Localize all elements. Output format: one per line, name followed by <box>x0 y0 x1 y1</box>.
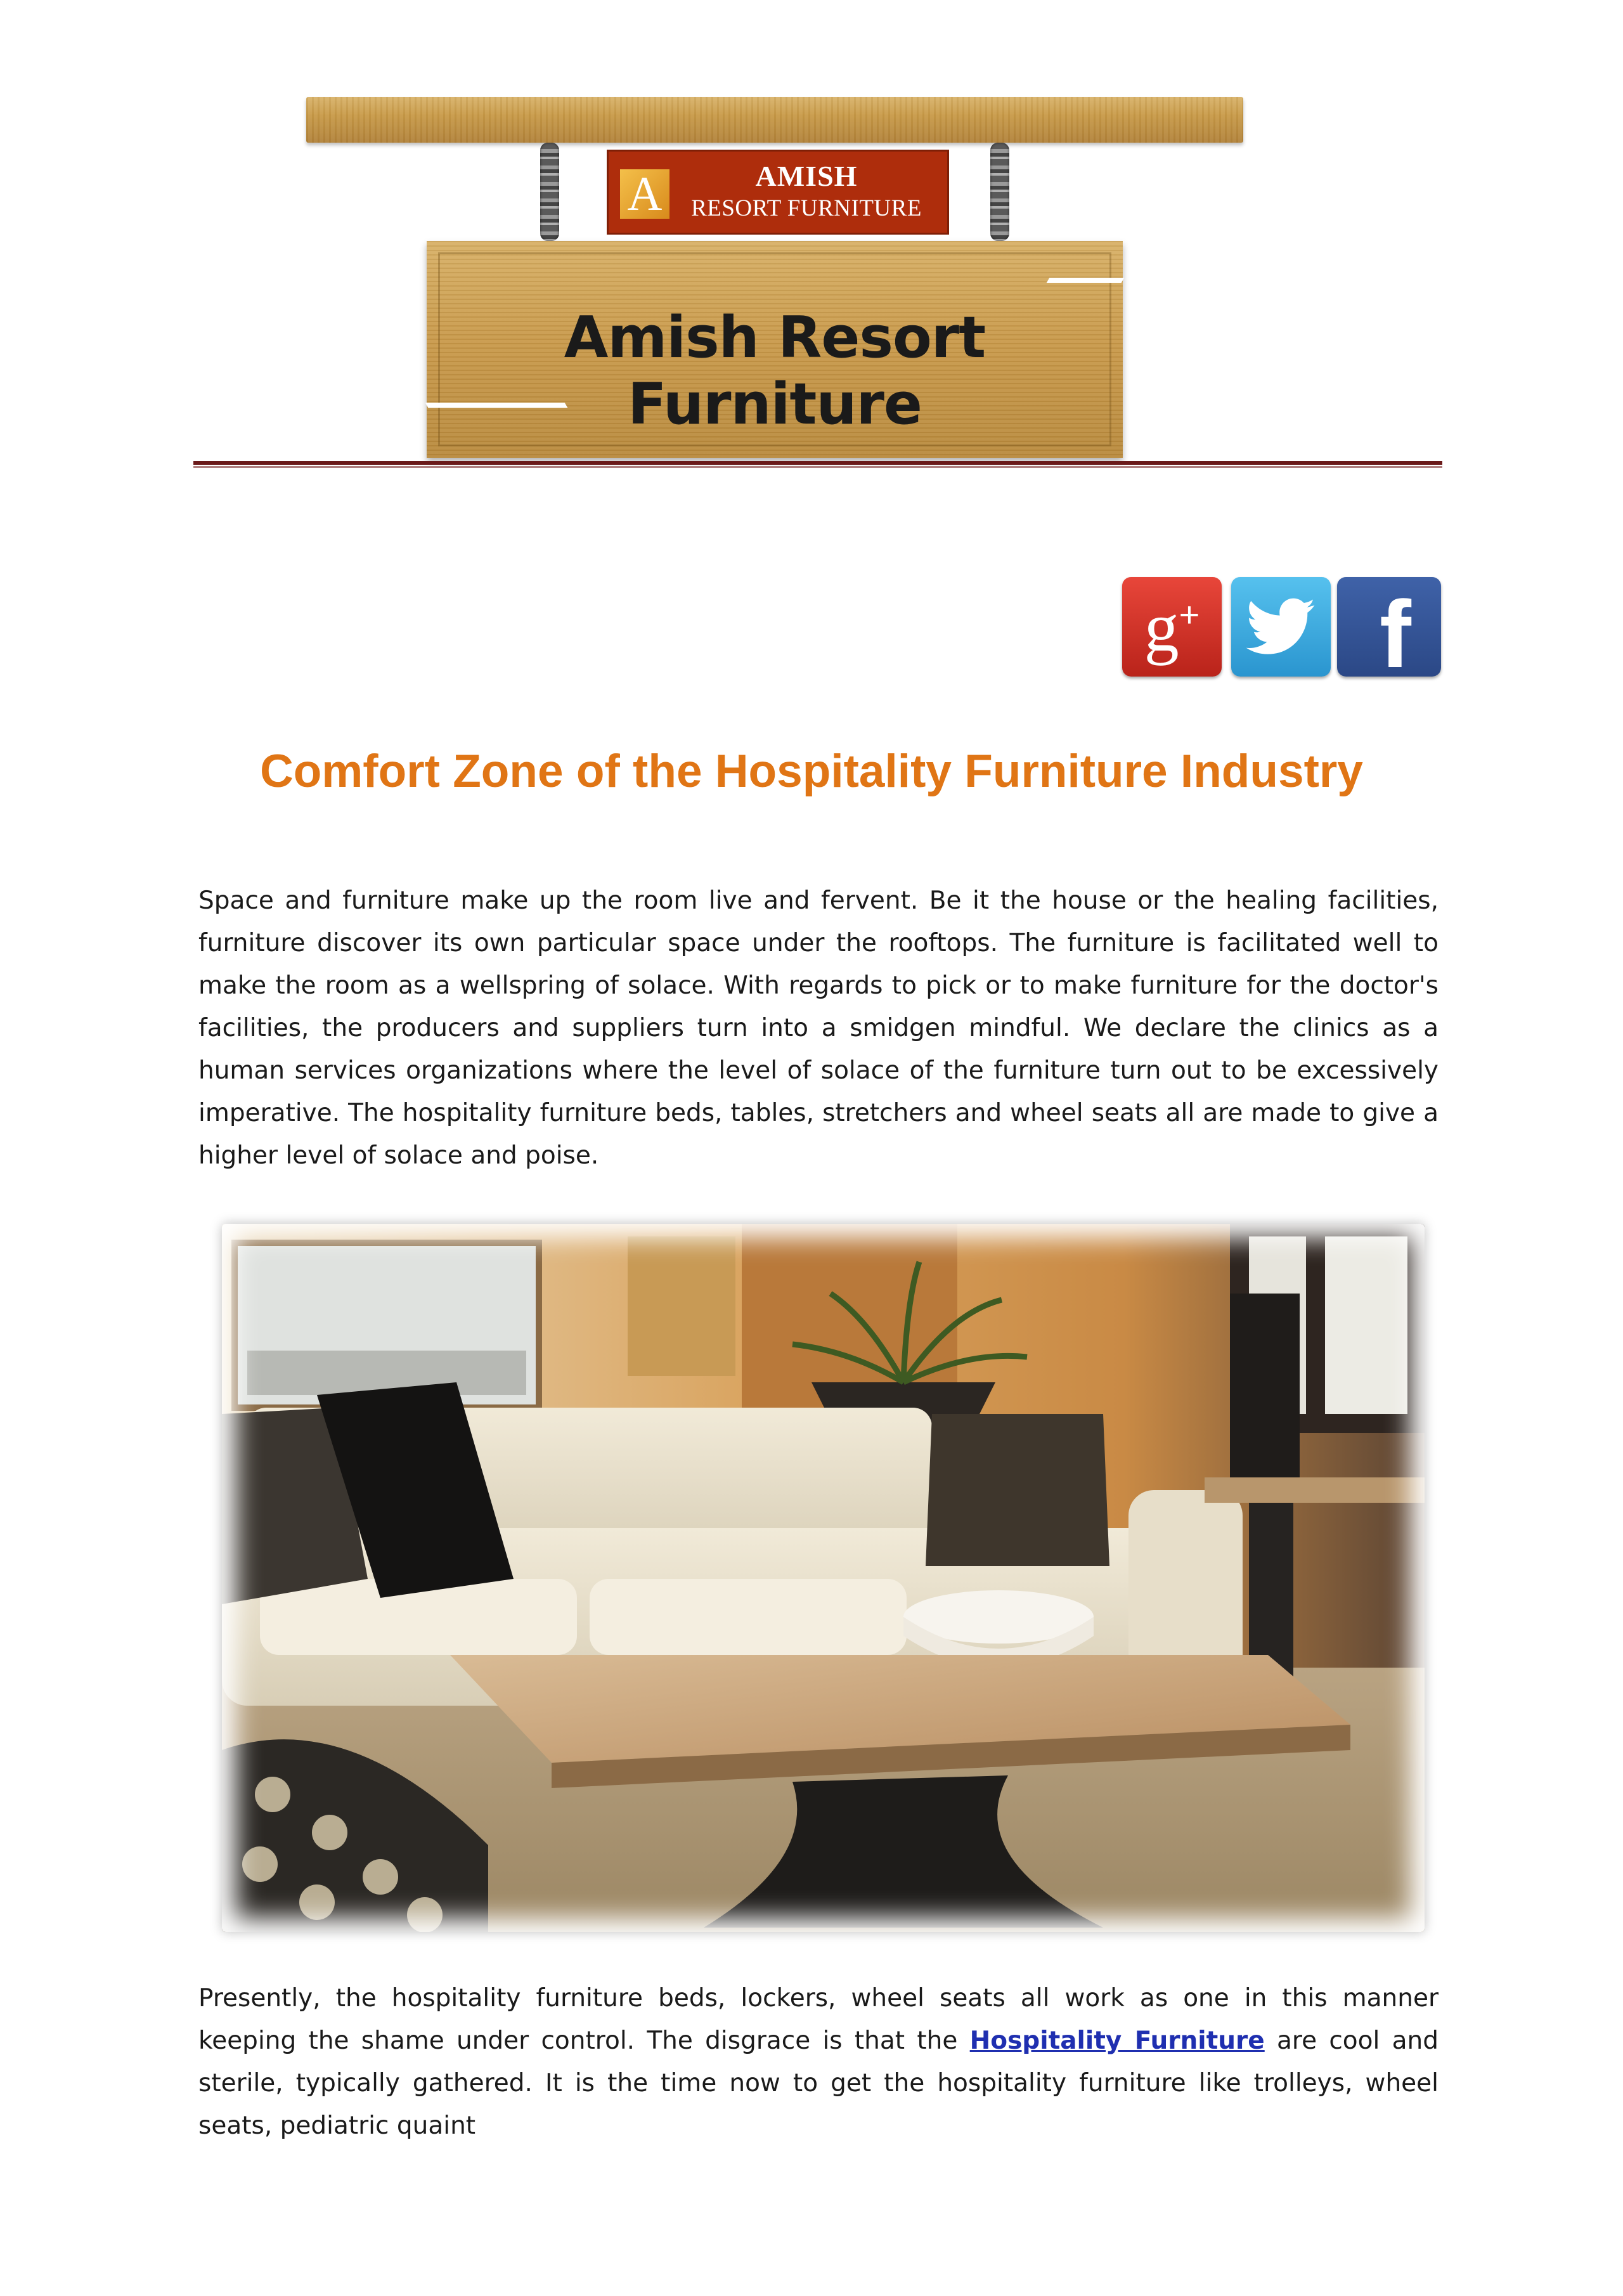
google-plus-icon: g+ <box>1144 588 1200 666</box>
sign-top-plank <box>306 97 1243 143</box>
brand-logo-letter: A <box>620 169 669 219</box>
sign-board <box>427 241 1123 458</box>
sign-chain-right <box>990 143 1009 241</box>
brand-logo-badge[interactable] <box>607 150 949 235</box>
article-paragraph-1: Space and furniture make up the room live and fervent. Be it the house or the healing facilities, furniture discover its own particular space under the rooftops. The furniture is facilitated well to make the room as a wellspring of solace. With regards to pick or to make furniture for the doctor's facilities, the producers and suppliers turn into a smidgen mindful. We declare the clinics as a human services organizations where the level of solace of the furniture turn out to be excessively imperative. The hospitality furniture beds, tables, stretchers and wheel seats all are made to give a higher level of solace and poise. <box>198 886 1439 1170</box>
sign-chain-left <box>540 143 559 241</box>
sofa-photo-illustration <box>222 1224 1425 1932</box>
brand-logo-line1: AMISH <box>755 160 858 192</box>
twitter-bird-icon <box>1246 598 1316 656</box>
paragraph-2-text-start: Presently, the hospitality furniture beds, lockers, wheel seats all work as one in this manner keeping the shame under control. The disgrace is that the <box>198 1984 1439 2055</box>
hospitality-furniture-link[interactable]: Hospitality Furniture <box>969 2027 1265 2055</box>
google-plus-share-button[interactable] <box>1122 577 1222 677</box>
header-divider <box>193 461 1442 465</box>
paragraph-2-text-end: are cool and sterile, typically gathered. It is the time now to get the hospitality furniture like trolleys, wheel seats, pediatric quaint <box>198 2027 1439 2140</box>
facebook-icon: f <box>1380 580 1411 687</box>
article-paragraph-2 <box>198 1977 1439 2147</box>
brand-logo-line2: RESORT FURNITURE <box>691 195 922 221</box>
header-divider-shadow <box>193 466 1442 468</box>
living-room-sofa-photo <box>222 1224 1425 1932</box>
facebook-share-button[interactable] <box>1337 577 1441 687</box>
article-title: Comfort Zone of the Hospitality Furniture Industry <box>260 746 1363 797</box>
sign-board-crack <box>1047 278 1125 283</box>
twitter-share-button[interactable] <box>1231 577 1331 677</box>
site-title: Amish Resort Furniture <box>564 304 986 438</box>
